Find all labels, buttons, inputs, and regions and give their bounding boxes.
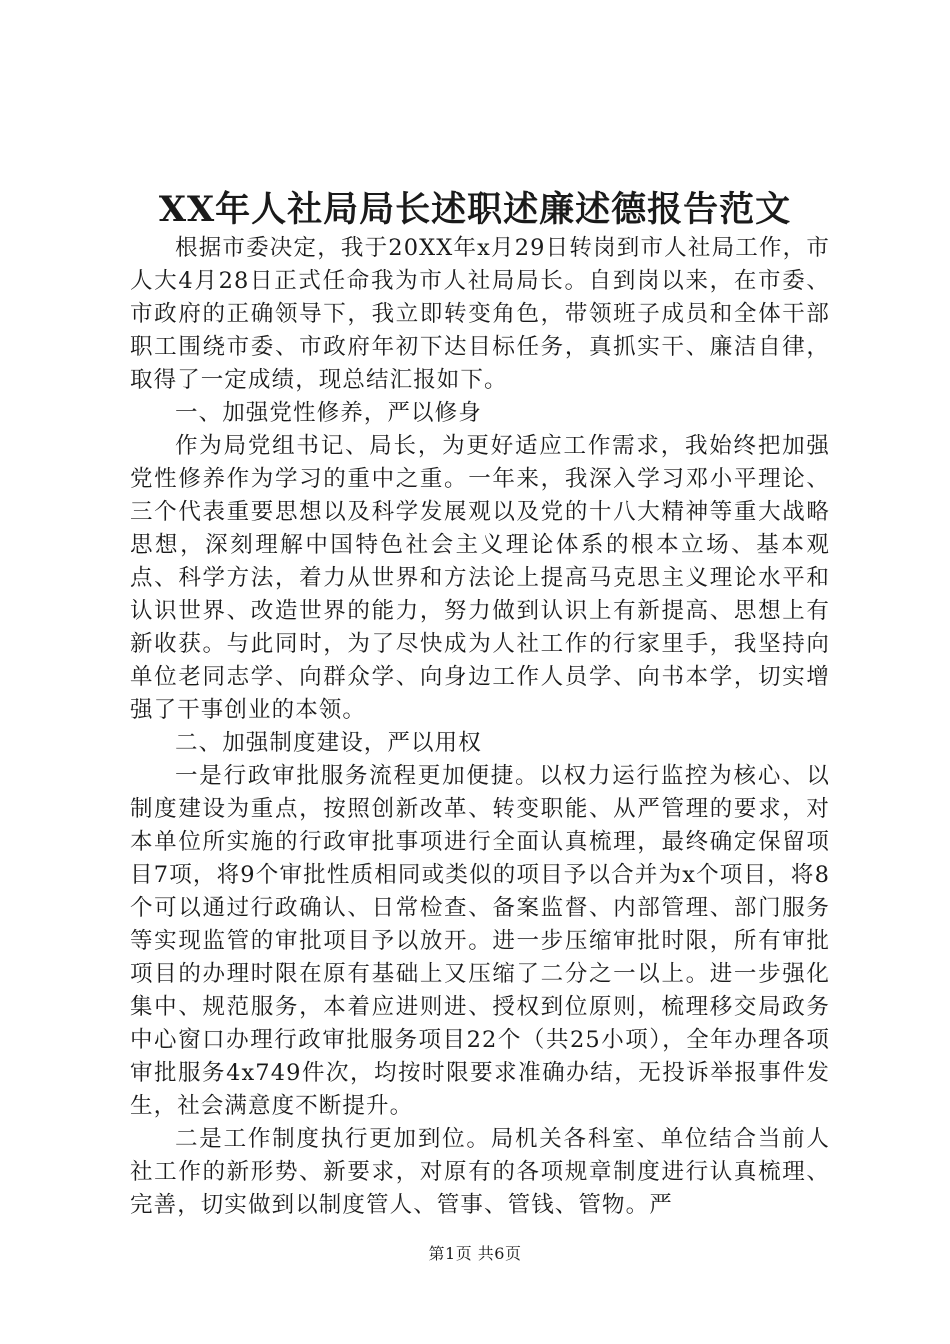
- body-paragraph: 作为局党组书记、局长，为更好适应工作需求，我始终把加强党性修养作为学习的重中之重。一年来，我深入学习邓小平理论、三个代表重要思想以及科学发展观以及党的十八大精神等重大战略思想，深刻理解中国特色社会主义理论体系的根本立场、基本观点、科学方法，着力从世界和方法论上提高马克思主义理论水平和认识世界、改造世界的能力，努力做到认识上有新提高、思想上有新收获。与此同时，为了尽快成为人社工作的行家里手，我坚持向单位老同志学、向群众学、向身边工作人员学、向书本学，切实增强了干事创业的本领。: [130, 433, 830, 723]
- body-paragraph: 一是行政审批服务流程更加便捷。以权力运行监控为核心、以制度建设为重点，按照创新改革、转变职能、从严管理的要求，对本单位所实施的行政审批事项进行全面认真梳理，最终确定保留项目7项，将9个审批性质相同或类似的项目予以合并为x个项目，将8个可以通过行政确认、日常检查、备案监督、内部管理、部门服务等实现监管的审批项目予以放开。进一步压缩审批时限，所有审批项目的办理时限在原有基础上又压缩了二分之一以上。进一步强化集中、规范服务，本着应进则进、授权到位原则，梳理移交局政务中心窗口办理行政审批服务项目22个（共25小项），全年办理各项审批服务4x749件次，均按时限要求准确办结，无投诉举报事件发生，社会满意度不断提升。: [130, 763, 830, 1119]
- section-heading: 一、加强党性修养，严以修身: [175, 400, 482, 426]
- body-paragraph: 根据市委决定，我于20XX年x月29日转岗到市人社局工作，市人大4月28日正式任命我为市人社局局长。自到岗以来，在市委、市政府的正确领导下，我立即转变角色，带领班子成员和全体干部职工围绕市委、市政府年初下达目标任务，真抓实干、廉洁自律，取得了一定成绩，现总结汇报如下。: [130, 235, 830, 393]
- page-footer: 第1页 共6页: [428, 1244, 522, 1263]
- section-heading: 二、加强制度建设，严以用权: [175, 730, 482, 756]
- body-paragraph: 二是工作制度执行更加到位。局机关各科室、单位结合当前人社工作的新形势、新要求，对原有的各项规章制度进行认真梳理、完善，切实做到以制度管人、管事、管钱、管物。严: [130, 1126, 830, 1218]
- document-body: [130, 232, 830, 1222]
- document-title: XX年人社局局长述职述廉述德报告范文: [158, 189, 792, 230]
